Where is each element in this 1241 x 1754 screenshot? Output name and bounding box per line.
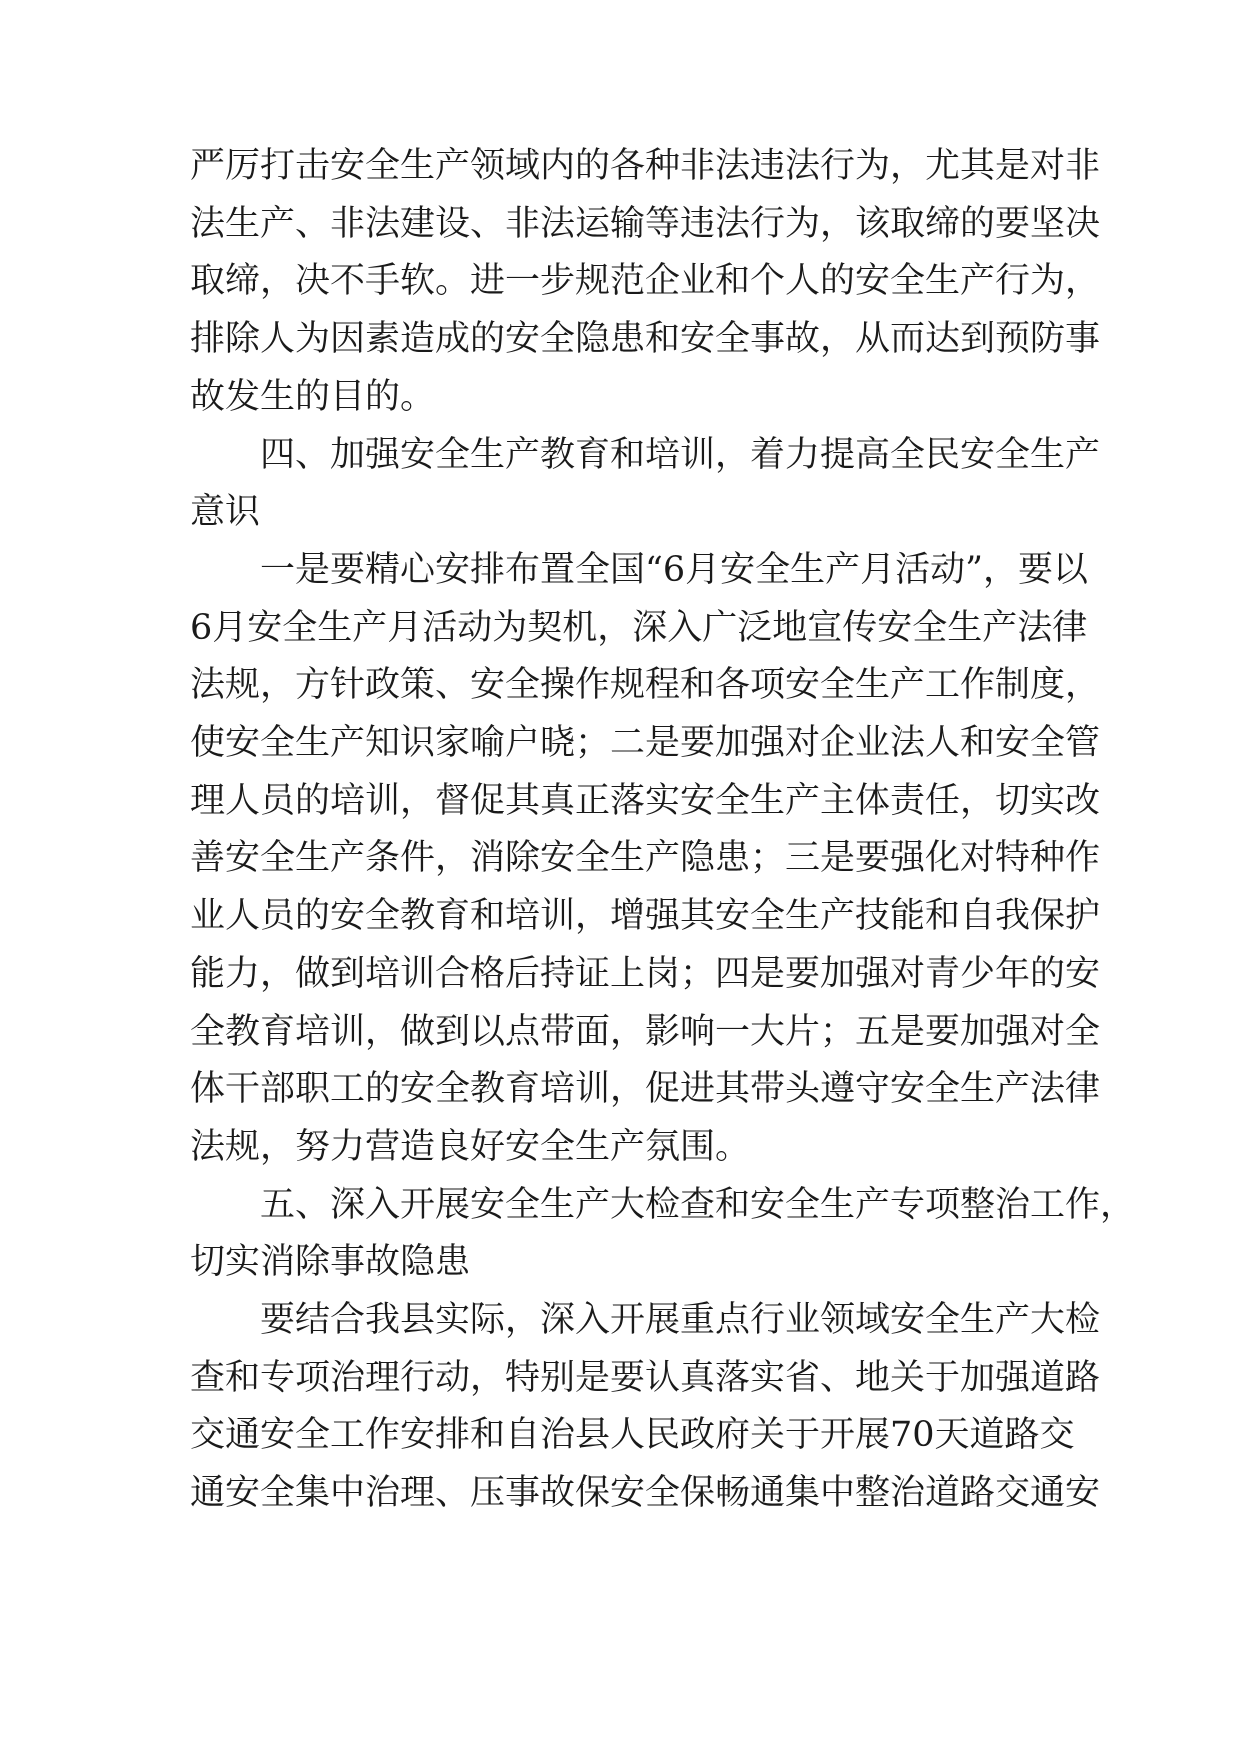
text-line-13: 善安全生产条件，消除安全生产隐患；三是要强化对特种作 bbox=[190, 838, 1101, 879]
text-line-9: 6月安全生产月活动为契机，深入广泛地宣传安全生产法律 bbox=[190, 607, 1088, 648]
text-line-18: 法规，努力营造良好安全生产氛围。 bbox=[190, 1126, 751, 1167]
section-heading-4: 四、加强安全生产教育和培训，着力提高全民安全生产 bbox=[260, 434, 1101, 475]
text-line-23: 交通安全工作安排和自治县人民政府关于开展70天道路交 bbox=[190, 1415, 1075, 1456]
text-line-5: 故发生的目的。 bbox=[190, 376, 436, 417]
text-line-11: 使安全生产知识家喻户晓；二是要加强对企业法人和安全管 bbox=[190, 723, 1101, 763]
text-line-22: 查和专项治理行动，特别是要认真落实省、地关于加强道路 bbox=[190, 1357, 1101, 1398]
text-line-15: 能力，做到培训合格后持证上岗；四是要加强对青少年的安 bbox=[190, 953, 1101, 994]
text-line-17: 体干部职工的安全教育培训，促进其带头遵守安全生产法律 bbox=[190, 1069, 1101, 1110]
text-line-10: 法规，方针政策、安全操作规程和各项安全生产工作制度， bbox=[190, 665, 1101, 706]
section-heading-5: 五、深入开展安全生产大检查和安全生产专项整治工作， bbox=[260, 1184, 1136, 1225]
text-line-16: 全教育培训，做到以点带面，影响一大片；五是要加强对全 bbox=[190, 1011, 1101, 1052]
text-line-12: 理人员的培训，督促其真正落实安全生产主体责任，切实改 bbox=[190, 780, 1101, 821]
text-line-4: 排除人为因素造成的安全隐患和安全事故，从而达到预防事 bbox=[190, 319, 1101, 360]
text-line-1: 严厉打击安全生产领域内的各种非法违法行为，尤其是对非 bbox=[190, 146, 1101, 186]
text-line-8: 一是要精心安排布置全国“6月安全生产月活动”，要以 bbox=[260, 549, 1089, 590]
text-line-24: 通安全集中治理、压事故保安全保畅通集中整治道路交通安 bbox=[190, 1473, 1101, 1514]
section-heading-5-cont: 切实消除事故隐患 bbox=[190, 1242, 471, 1283]
text-line-21: 要结合我县实际，深入开展重点行业领域安全生产大检 bbox=[260, 1300, 1101, 1340]
text-line-2: 法生产、非法建设、非法运输等违法行为，该取缔的要坚决 bbox=[190, 203, 1101, 244]
section-heading-4-cont: 意识 bbox=[190, 492, 261, 533]
text-line-14: 业人员的安全教育和培训，增强其安全生产技能和自我保护 bbox=[190, 896, 1101, 937]
text-line-3: 取缔，决不手软。进一步规范企业和个人的安全生产行为， bbox=[190, 261, 1101, 302]
